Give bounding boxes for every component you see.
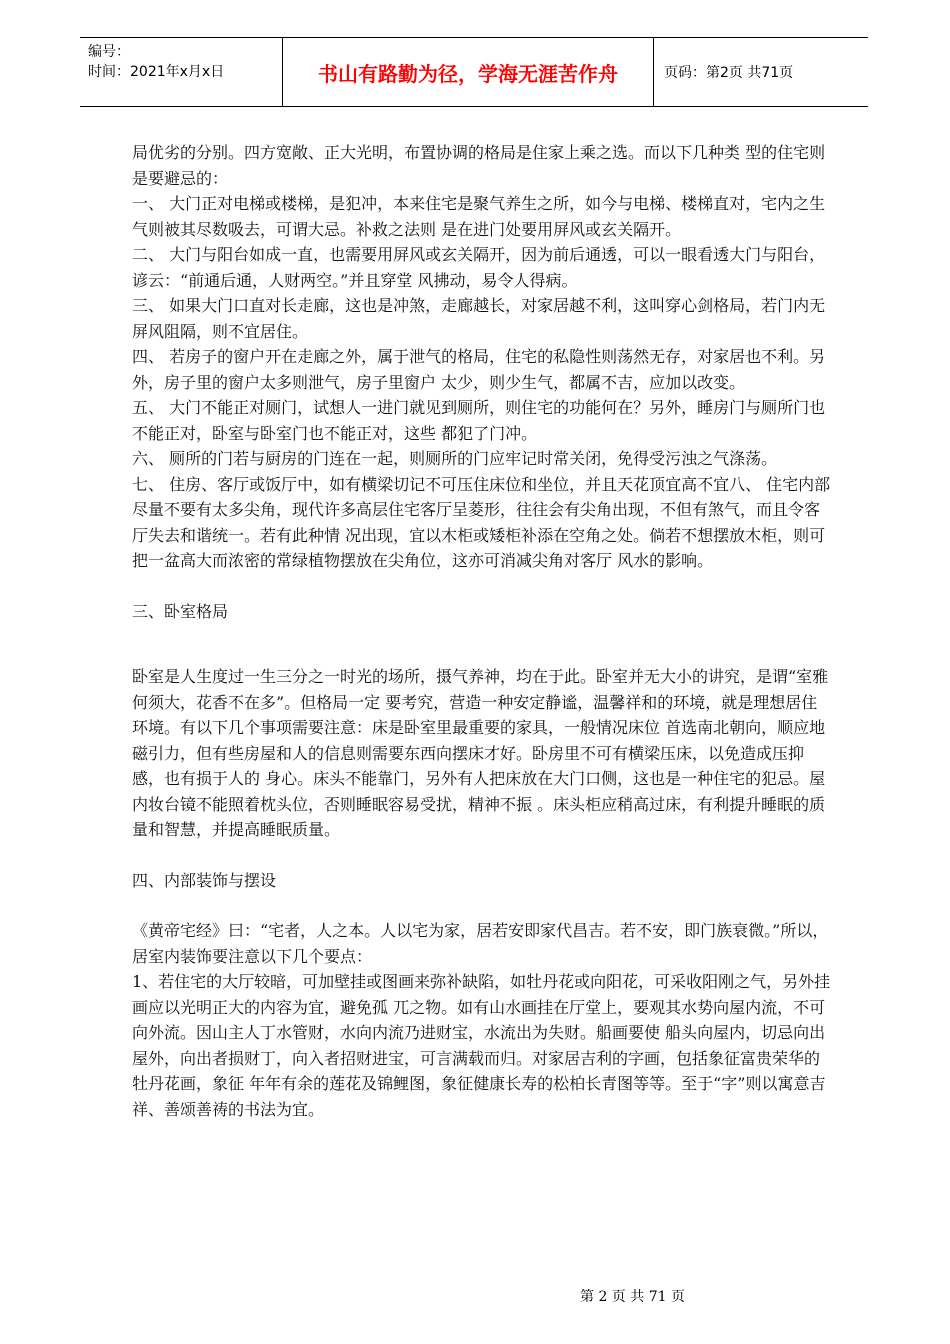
body-paragraph: 六、 厕所的门若与厨房的门连在一起，则厕所的门应牢记时常关闭，免得受污浊之气涤荡。: [132, 449, 778, 468]
header-page-label: 页码：第2页 共71页: [664, 65, 794, 81]
section-heading: 三、卧室格局: [132, 601, 229, 621]
body-paragraph: 局优劣的分别。四方宽敞、正大光明，布置协调的格局是住家上乘之选。而以下几种类 型的住宅则是要避忌的：: [132, 143, 826, 188]
section-paragraph: 1、若住宅的大厅较暗，可加壁挂或图画来弥补缺陷，如牡丹花或向阳花，可采收阳刚之气，另外挂画应以光明正大的内容为宜，避免孤 兀之物。如有山水画挂在厅堂上，要观其水势向屋内流，不可向外流。因山主人丁水管财，水向内流乃进财宝，水流出为失财。船画要使 船头向屋内，切忌向出屋外，向出者损财丁，向入者招财进宝，可言满载而归。对家居吉利的字画，包括象征富贵荣华的牡丹花画，象征 年年有余的莲花及锦鲤图，象征健康长寿的松柏长青图等等。至于“字”则以寓意吉祥、善颂善祷的书法为宜。: [132, 972, 831, 1119]
header-number-label: 编号：: [88, 44, 130, 60]
section-paragraph: 卧室是人生度过一生三分之一时光的场所，摄气养神，均在于此。卧室并无大小的讲究，是谓“室雅何须大，花香不在多”。但格局一定 要考究，营造一种安定静谧，温馨祥和的环境，就是理想居住环境。有以下几个事项需要注意：床是卧室里最重要的家具，一般情况床位 首选南北朝向，顺应地磁引力，但有些房屋和人的信息则需要东西向摆床才好。卧房里不可有横梁压床，以免造成压抑感，也有损于人的 身心。床头不能靠门，另外有人把床放在大门口侧，这也是一种住宅的犯忌。屋内妆台镜不能照着枕头位，否则睡眠容易受扰，精神不振 。床头柜应稍高过床，有利提升睡眠的质量和智慧，并提高睡眠质量。: [132, 667, 829, 839]
section-paragraph: 《黄帝宅经》曰：“宅者，人之本。人以宅为家，居若安即家代昌吉。若不安，即门族衰微。”所以，居室内装饰要注意以下几个要点：: [132, 921, 829, 966]
page-footer: 第 2 页 共 71 页: [580, 1289, 685, 1305]
header-meta: [80, 38, 282, 106]
body-paragraph: 三、 如果大门口直对长走廊，这也是冲煞，走廊越长，对家居越不利，这叫穿心剑格局，若门内无屏风阻隔，则不宜居住。: [132, 296, 826, 341]
document-body: [132, 140, 832, 1122]
header-time-label: 时间：2021年x月x日: [88, 64, 225, 80]
body-paragraph: 一、 大门正对电梯或楼梯，是犯冲，本来住宅是聚气养生之所，如今与电梯、楼梯直对，宅内之生气则被其尽数吸去，可谓大忌。补救之法则 是在进门处要用屏风或玄关隔开。: [132, 194, 826, 239]
section-heading: 四、内部装饰与摆设: [132, 870, 277, 890]
body-paragraph: 四、 若房子的窗户开在走廊之外，属于泄气的格局，住宅的私隐性则荡然无存，对家居也不利。另外，房子里的窗户太多则泄气，房子里窗户 太少，则少生气，都属不吉，应加以改变。: [132, 347, 826, 392]
page-header: [80, 37, 868, 107]
body-paragraph: 七、 住房、客厅或饭厅中，如有横梁切记不可压住床位和坐位，并且天花顶宜高不宜八、 住宅内部尽量不要有太多尖角，现代许多高层住宅客厅呈菱形，往往会有尖角出现，不但有煞气，而且令客厅失去和谐统一。若有此种情 况出现，宜以木柜或矮柜补添在空角之处。倘若不想摆放木柜，则可把一盆高大而浓密的常绿植物摆放在尖角位，这亦可消减尖角对客厅 风水的影响。: [132, 474, 831, 570]
header-motto: 书山有路勤为径，学海无涯苦作舟: [282, 38, 654, 106]
body-paragraph: 二、 大门与阳台如成一直，也需要用屏风或玄关隔开，因为前后通透，可以一眼看透大门与阳台，谚云：“前通后通，人财两空。”并且穿堂 风拂动，易令人得病。: [132, 245, 826, 290]
body-paragraph: 五、 大门不能正对厕门，试想人一进门就见到厕所，则住宅的功能何在？另外，睡房门与厕所门也不能正对，卧室与卧室门也不能正对，这些 都犯了门冲。: [132, 398, 826, 443]
